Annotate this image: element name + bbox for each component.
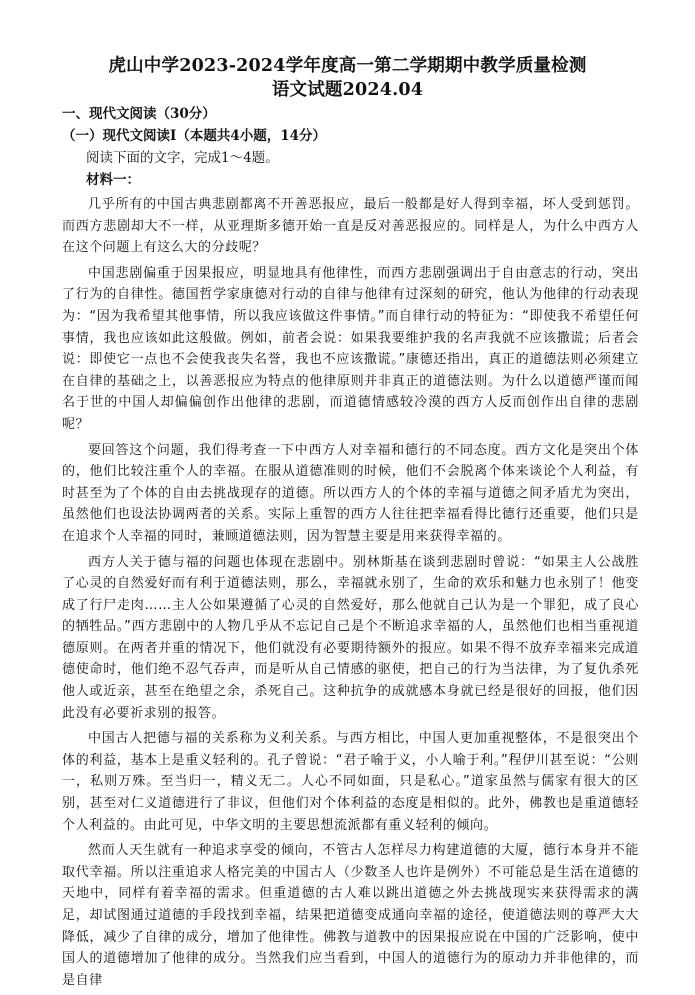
paragraph: 然而人天生就有一种追求享受的倾向，不管古人怎样尽力构建道德的大厦，德行本身并不能取代幸福。所以注重追求人格完美的中国古人（少数圣人也许是例外）不可能总是生活在道德的天地中，同样有着幸福的需求。但重道德的古人难以跳出道德之外去挑战现实来获得需求的满足，却试图通过道德的手段找到幸福，结果把道德变成通向幸福的途径，使道德法则的尊严大大降低，减少了自律的成分，增加了他律性。佛教与道教中的因果报应说在中国的广泛影响，使中国人的道德增加了他律的成分。当然我们应当看到，中国人的道德行为的原动力并非他律的，而是自律: [62, 843, 639, 988]
paragraph: 中国古人把德与福的关系称为义利关系。与西方相比，中国人更加重视整体，不是很突出个体的利益，基本上是重义轻利的。孔子曾说：“君子喻于义，小人喻于利。”程伊川甚至说：“公则一，私则万殊。至当归一，精义无二。人心不同如面，只是私心。”道家虽然与儒家有很大的区别，甚至对仁义道德进行了非议，但他们对个体利益的态度是相似的。此外，佛教也是重道德轻个人利益的。由此可见，中华文明的主要思想流派都有重义轻利的倾向。: [62, 731, 639, 833]
paragraph: 要回答这个问题，我们得考查一下中西方人对幸福和德行的不同态度。西方文化是突出个体的，他们比较注重个人的幸福。在服从道德准则的时候，他们不会脱离个体来谈论个人利益，有时甚至为了个体的自由去挑战现存的道德。所以西方人的个体的幸福与道德之间矛盾尤为突出，虽然他们也设法协调两者的关系。实际上重智的西方人往往把幸福看得比德行还重要，他们只是在追求个人幸福的同时，兼顾道德法则，因为智慧主要是用来获得幸福的。: [62, 442, 639, 544]
paragraph: 几乎所有的中国古典悲剧都离不开善恶报应，最后一般都是好人得到幸福，坏人受到惩罚。而西方悲剧却大不一样，从亚理斯多德开始一直是反对善恶报应的。同样是人，为什么中西方人在这个问题上有这么大的分歧呢？: [62, 197, 639, 256]
exam-title: 虎山中学2023-2024学年度高一第二学期期中教学质量检测: [108, 56, 587, 76]
subsection-heading: （一）现代文阅读Ⅰ（本题共4小题，14分）: [62, 128, 326, 144]
paragraph: 西方人关于德与福的问题也体现在悲剧中。别林斯基在谈到悲剧时曾说：“如果主人公战胜了心灵的自然爱好而有利于道德法则，那么，幸福就永别了，生命的欢乐和魅力也永别了！他变成了行尸走肉……主人公如果遵循了心灵的自然爱好，那么他就自己认为是一个罪犯，成了良心的牺牲品。”西方悲剧中的人物几乎从不忘记自己是个不断追求幸福的人，虽然他们也相当重视道德原则。在两者并重的情况下，他们就没有必要期待额外的报应。如果不得不放弃幸福来完成道德使命时，他们绝不忍气吞声，而是听从自己情感的驱使，把自己的行为当法律，为了复仇杀死他人或近亲，甚至在绝望之余，杀死自己。这种抗争的成就感本身就已经是很好的回报，他们因此没有必要祈求别的报答。: [62, 554, 639, 721]
section-heading: 一、现代文阅读（30分）: [62, 106, 216, 122]
paragraph: 中国悲剧偏重于因果报应，明显地具有他律性，而西方悲剧强调出于自由意志的行动，突出了行为的自律性。德国哲学家康德对行动的自律与他律有过深刻的研究，他认为他律的行动表现为：“因为我希望其他事情，所以我应该做这件事情。”而自律行动的特征为：“即使我不希望任何事情，我也应该如此这般做。例如，前者会说：如果我要维护我的名声我就不应该撒谎；后者会说：即使它一点也不会使我丧失名誉，我也不应该撒谎。”康德还指出，真正的道德法则必须建立在自律的基础之上，以善恶报应为特点的他律原则并非真正的道德法则。为什么以道德严谨而闻名于世的中国人却偏偏创作出他律的悲剧，而道德情感较冷漠的西方人反而创作出自律的悲剧呢？: [62, 265, 639, 432]
exam-subtitle: 语文试题2024.04: [271, 80, 424, 100]
reading-instruction: 阅读下面的文字，完成1～4题。: [86, 150, 279, 166]
material-label: 材料一：: [86, 172, 140, 188]
passage-body: [62, 194, 639, 995]
